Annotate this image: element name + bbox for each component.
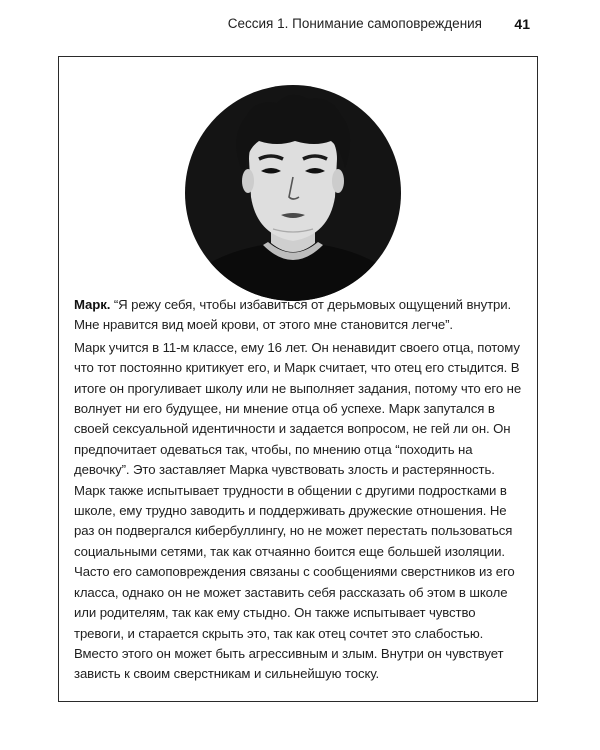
portrait-illustration [185, 85, 401, 301]
case-description: Марк учится в 11-м классе, ему 16 лет. Он ненавидит своего отца, потому что тот постоянно критикует его, и Марк считает, что отец его стыдится. В итоге он прогуливает школу или не выполняет задания, потому что его не волнует ни его будущее, ни мнение отца об успехе. Марк запутался в своей сексуальной идентичности и задается вопросом, не гей ли он. Он предпочитает одеваться так, чтобы, по мнению отца “походить на девочку”. Это заставляет Марка чувствовать злость и растерянность. Марк также испытывает трудности в общении с другими подростками в школе, ему трудно заводить и поддерживать дружеские отношения. Не раз он подвергался кибербуллингу, но не может перестать пользоваться социальными сетями, так как отчаянно боится еще большей изоляции. Часто его самоповреждения связаны с сообщениями сверстников из его класса, однако он не может заставить себя рассказать об этом в школе или родителям, так как ему стыдно. Он также испытывает чувство тревоги, и старается скрыть это, так как отец сочтет это слабостью. Вместо этого он может быть агрессивным и злым. Внутри он чувствует зависть к своим сверстникам и сильнейшую тоску. [74, 339, 522, 682]
running-header [0, 14, 600, 34]
running-title: Сессия 1. Понимание самоповреждения [227, 16, 482, 31]
case-quote-paragraph [74, 295, 524, 336]
portrait-svg [185, 85, 401, 301]
case-quote: “Я режу себя, чтобы избавиться от дерьмовых ощущений внутри. Мне нравится вид моей крови, от этого мне становится легче”. [74, 297, 512, 333]
right-ear-shape [332, 169, 344, 193]
person-name: Марк. [74, 297, 111, 312]
left-ear-shape [242, 169, 254, 193]
page-number: 41 [514, 16, 530, 32]
case-study-text [74, 295, 524, 685]
case-study-box [58, 56, 538, 702]
